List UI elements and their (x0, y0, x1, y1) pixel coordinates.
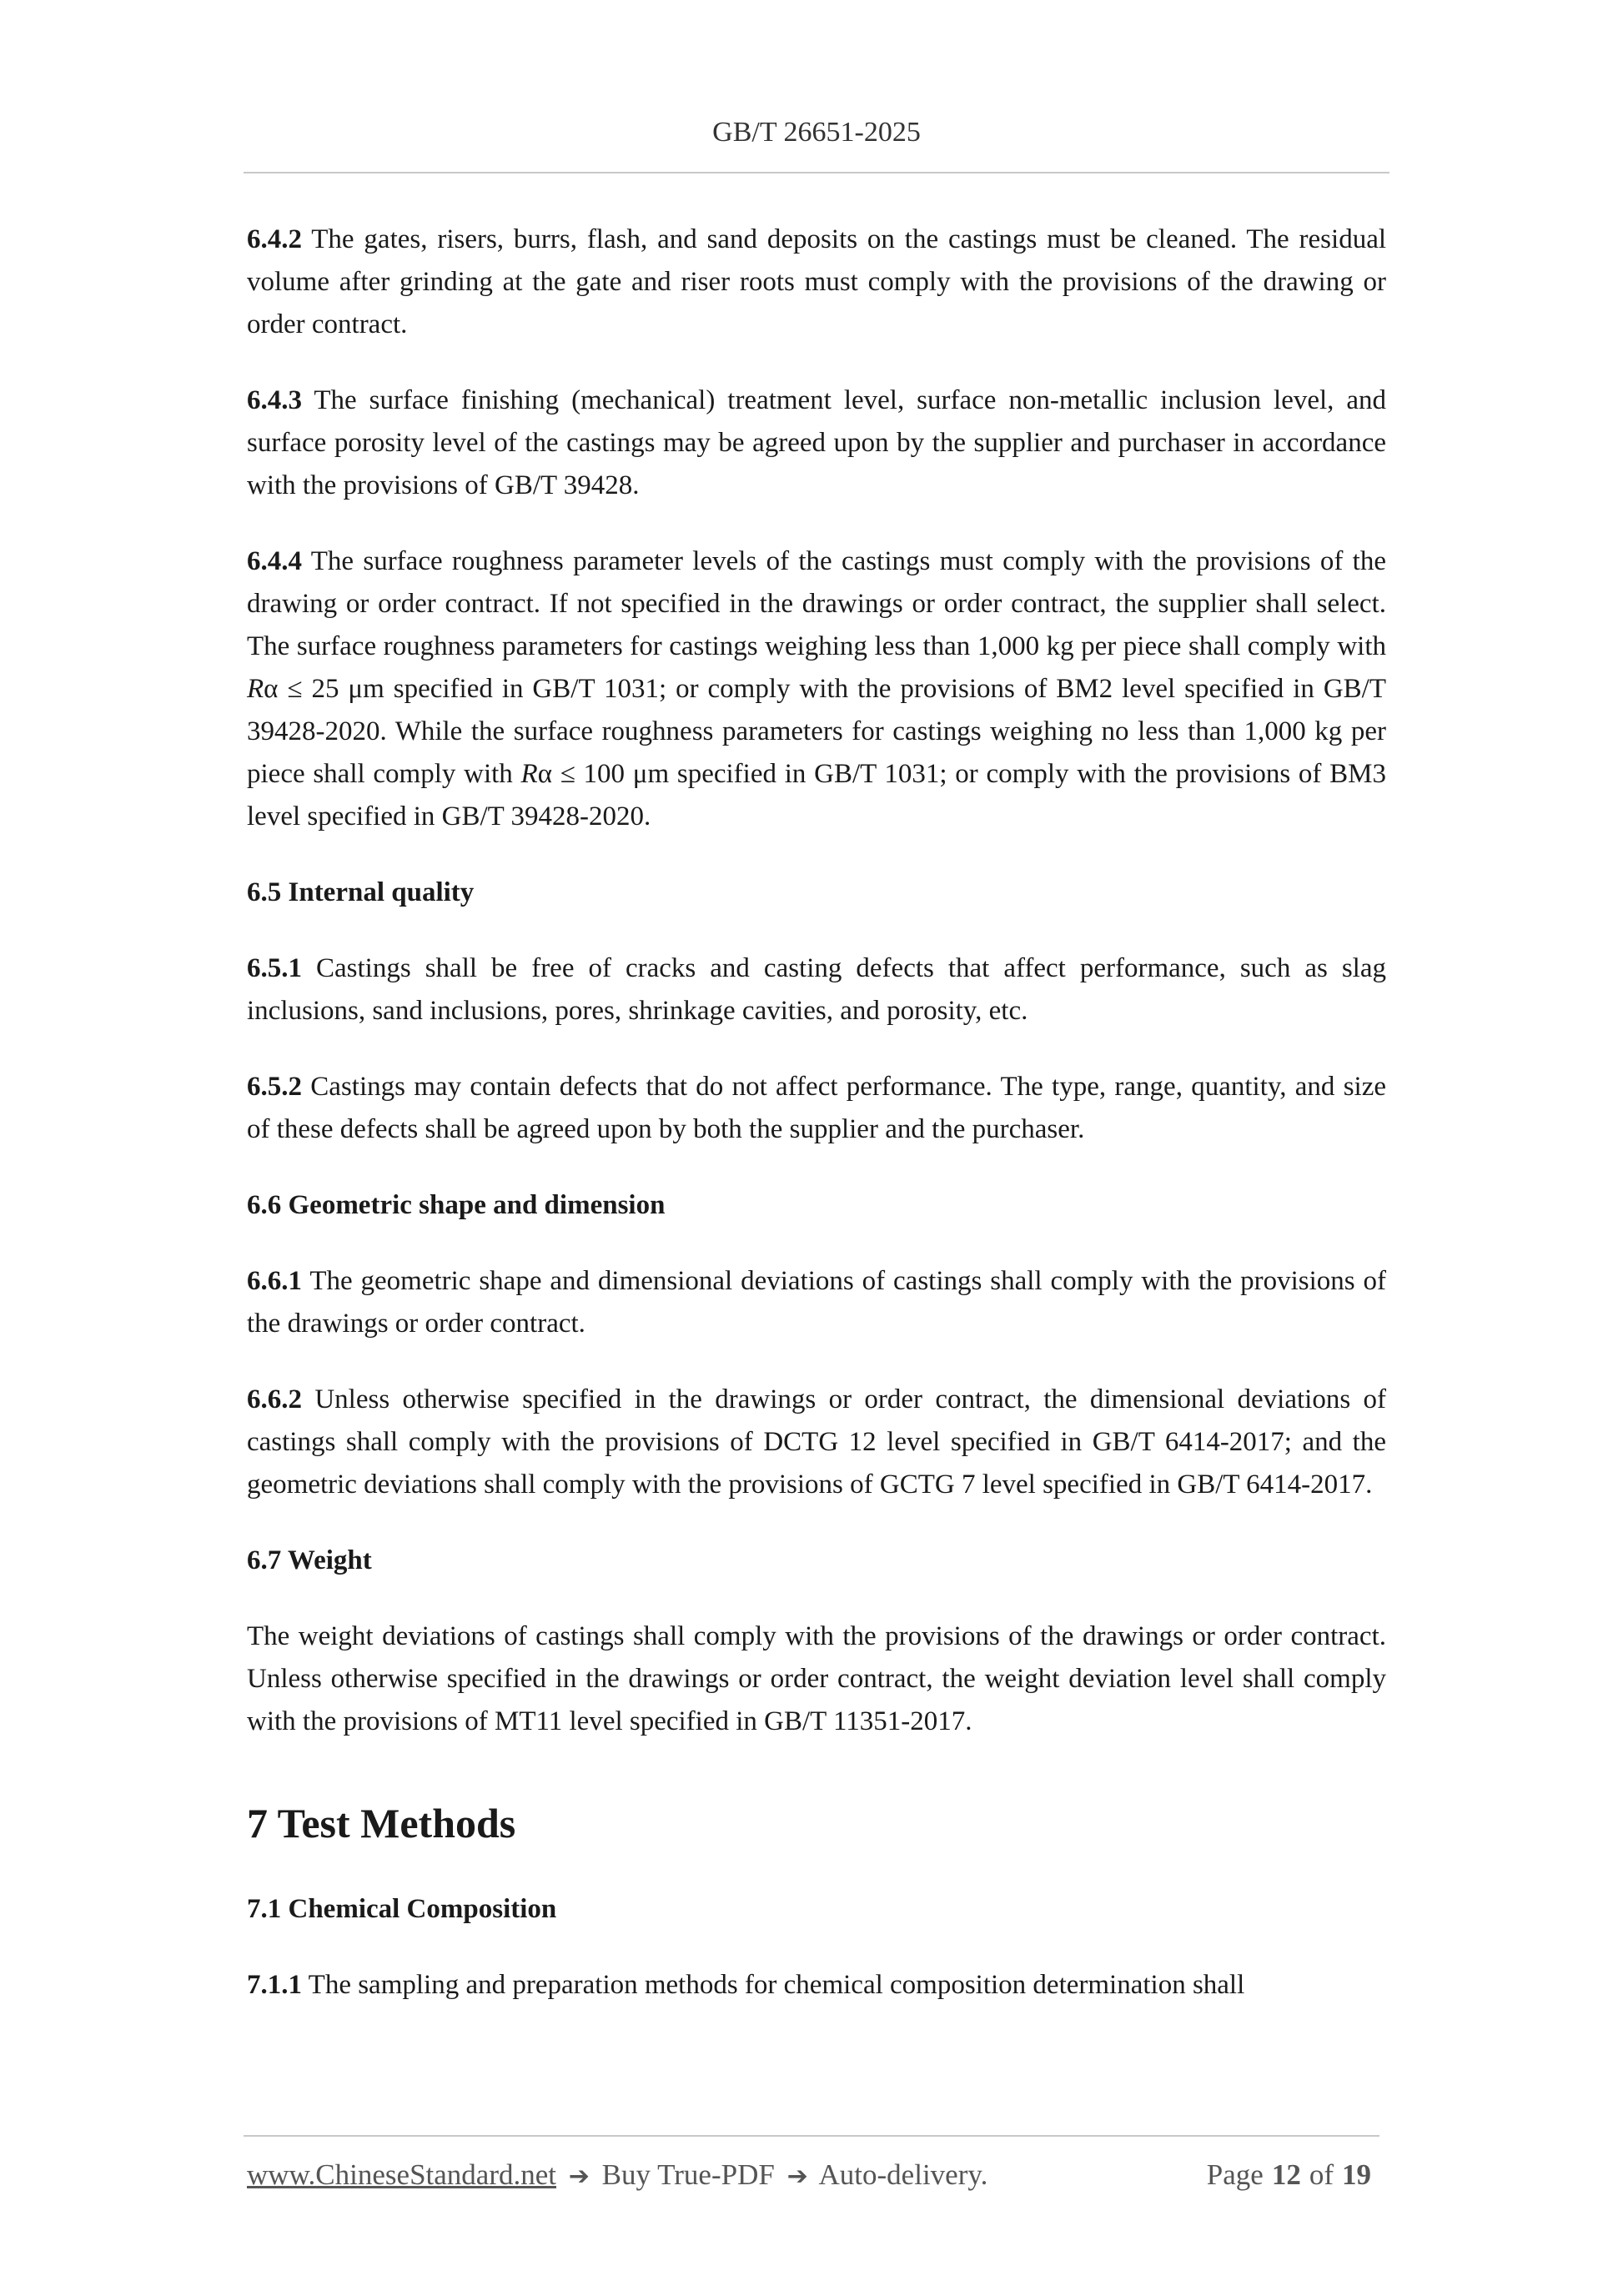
clause-number: 6.4.2 (247, 224, 302, 254)
clause-text-part-c: specified in GB/T 1031; or comply with the provisions of BM3 level specified in GB/T 39428-2020. (247, 759, 1386, 831)
clause-6-4-2 (247, 219, 1386, 346)
total-pages-number: 19 (1342, 2158, 1371, 2191)
clause-text-part-a: The surface roughness parameter levels of the castings must comply with the provisions of the drawing or order contract. If not specified in the drawings or order contract, the supplier shall select. The surface roughness parameters for castings weighing less than 1,000 kg per piece shall comply with (247, 546, 1386, 661)
site-link[interactable]: www.ChineseStandard.net (247, 2158, 556, 2191)
clause-number: 6.5.2 (247, 1072, 302, 1102)
page-indicator (1207, 2158, 1379, 2192)
clause-number: 6.6.2 (247, 1384, 302, 1414)
clause-number: 6.4.4 (247, 546, 302, 576)
document-id: GB/T 26651-2025 (712, 117, 921, 148)
arrow-right-icon: ➔ (786, 2162, 808, 2191)
clause-text-part-b: specified in GB/T 1031; or comply with the provisions of BM2 level specified in GB/T 39428-2020. While the surface roughness parameters for castings weighing no less than 1,000 kg per piece shall comply with (247, 674, 1386, 789)
current-page-number: 12 (1271, 2158, 1301, 2191)
clause-6-5-2 (247, 1066, 1386, 1151)
page-body (247, 219, 1386, 2040)
heading-6-6: 6.6 Geometric shape and dimension (247, 1190, 666, 1220)
clause-6-6-2 (247, 1379, 1386, 1506)
clause-6-5-1 (247, 947, 1386, 1032)
page-label: Page (1206, 2158, 1264, 2191)
heading-6-5: 6.5 Internal quality (247, 877, 475, 907)
clause-text: The weight deviations of castings shall comply with the provisions of the drawings or order contract. Unless otherwise specified in the drawings or order contract, the weight deviation level shall comply with the provisions of MT11 level specified in GB/T 11351-2017. (247, 1621, 1386, 1736)
clause-7-1-1 (247, 1964, 1386, 2007)
page-of-label: of (1309, 2158, 1334, 2191)
clause-number: 6.6.1 (247, 1266, 302, 1296)
auto-delivery-text: Auto-delivery. (818, 2158, 988, 2191)
heading-7-1: 7.1 Chemical Composition (247, 1894, 557, 1924)
clause-text: Unless otherwise specified in the drawings or order contract, the dimensional deviations of castings shall comply with the provisions of DCTG 12 level specified in GB/T 6414-2017; and the geometric deviations shall comply with the provisions of GCTG 7 level specified in GB/T 6414-2017. (247, 1384, 1386, 1500)
clause-text: Castings may contain defects that do not affect performance. The type, range, quantity, and size of these defects shall be agreed upon by both the supplier and the purchaser. (247, 1072, 1387, 1144)
clause-text: Castings shall be free of cracks and casting defects that affect performance, such as slag inclusions, sand inclusions, pores, shrinkage cavities, and porosity, etc. (247, 953, 1386, 1026)
heading-6-7: 6.7 Weight (247, 1545, 372, 1575)
arrow-right-icon: ➔ (568, 2162, 590, 2191)
footer-promo (247, 2158, 987, 2192)
ra-symbol: R (520, 759, 538, 789)
running-header (244, 117, 1389, 148)
clause-number: 6.4.3 (247, 385, 302, 415)
clause-6-4-3 (247, 379, 1386, 507)
footer-divider (244, 2135, 1379, 2137)
ra-symbol: R (247, 674, 264, 704)
clause-text: The sampling and preparation methods for chemical composition determination shall (308, 1970, 1245, 2000)
header-divider (244, 172, 1389, 173)
clause-text: The geometric shape and dimensional deviations of castings shall comply with the provisions of the drawings or order contract. (247, 1266, 1387, 1339)
clause-6-4-4 (247, 540, 1386, 838)
ra-limit: α ≤ 25 μm (264, 674, 384, 704)
clause-text: The gates, risers, burrs, flash, and sand deposits on the castings must be cleaned. The residual volume after grinding at the gate and riser roots must comply with the provisions of the drawing or order contract. (247, 224, 1387, 339)
clause-number: 7.1.1 (247, 1970, 302, 2000)
clause-6-7 (247, 1615, 1386, 1743)
clause-text: The surface finishing (mechanical) treatment level, surface non-metallic inclusion level, and surface porosity level of the castings may be agreed upon by the supplier and purchaser in accordance with the provisions of GB/T 39428. (247, 385, 1386, 500)
ra-limit: α ≤ 100 μm (537, 759, 670, 789)
clause-number: 6.5.1 (247, 953, 302, 983)
buy-pdf-text: Buy True-PDF (601, 2158, 775, 2191)
clause-6-6-1 (247, 1260, 1386, 1345)
chapter-7-title: 7 Test Methods (247, 1800, 516, 1846)
